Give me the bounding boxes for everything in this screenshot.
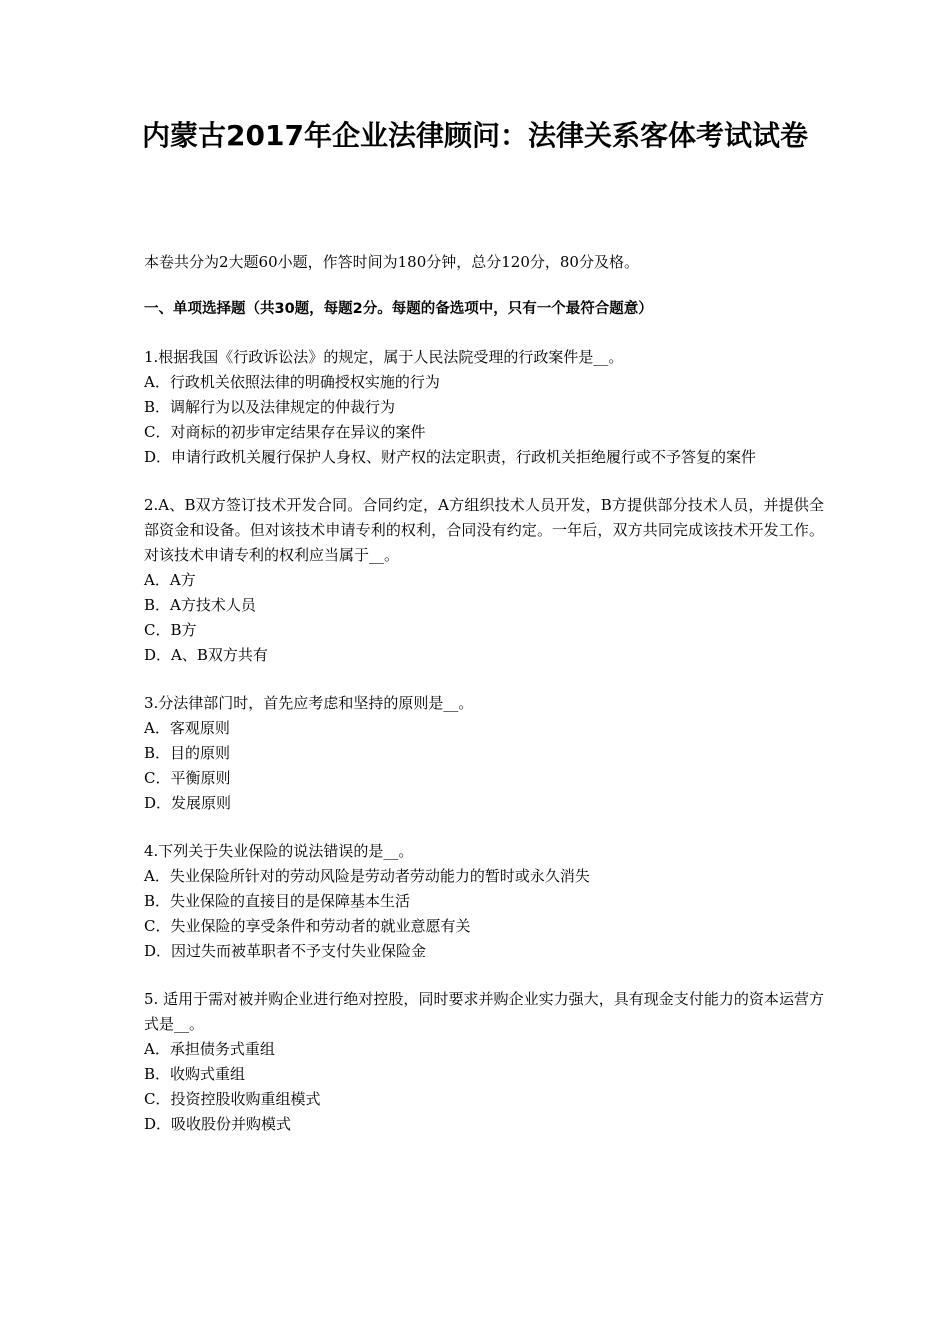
exam-intro: 本卷共分为2大题60小题，作答时间为180分钟，总分120分，80分及格。 (144, 253, 639, 271)
option-a: A．A方 (144, 571, 196, 589)
question-stem: 2.A、B双方签订技术开发合同。合同约定，A方组织技术人员开发，B方提供部分技术人员，并提供全部资金和设备。但对该技术申请专利的权利，合同没有约定。一年后，双方共同完成该技术开发工作。对该技术申请专利的权利应当属于__。 (144, 496, 824, 564)
question-1 (144, 345, 824, 470)
document-body (144, 250, 824, 1160)
section-heading: 一、单项选择题（共30题，每题2分。每题的备选项中，只有一个最符合题意） (144, 301, 653, 317)
option-c: C．对商标的初步审定结果存在异议的案件 (144, 423, 426, 441)
option-b: B．调解行为以及法律规定的仲裁行为 (144, 398, 396, 416)
option-c: C．平衡原则 (144, 769, 231, 787)
question-3 (144, 691, 824, 816)
option-a: A．行政机关依照法律的明确授权实施的行为 (144, 373, 440, 391)
option-b: B．收购式重组 (144, 1065, 246, 1083)
option-d: D．申请行政机关履行保护人身权、财产权的法定职责，行政机关拒绝履行或不予答复的案件 (144, 448, 757, 466)
option-b: B．目的原则 (144, 744, 231, 762)
option-c: C．失业保险的享受条件和劳动者的就业意愿有关 (144, 917, 471, 935)
question-stem: 1.根据我国《行政诉讼法》的规定，属于人民法院受理的行政案件是__。 (144, 348, 624, 366)
option-a: A．客观原则 (144, 719, 230, 737)
question-stem: 5. 适用于需对被并购企业进行绝对控股，同时要求并购企业实力强大，具有现金支付能力的资本运营方式是__。 (144, 990, 824, 1033)
option-b: B．A方技术人员 (144, 596, 256, 614)
question-5 (144, 987, 824, 1137)
option-b: B．失业保险的直接目的是保障基本生活 (144, 892, 411, 910)
option-d: D．因过失而被革职者不予支付失业保险金 (144, 942, 427, 960)
option-d: D．A、B双方共有 (144, 646, 268, 664)
option-d: D．发展原则 (144, 794, 232, 812)
option-d: D．吸收股份并购模式 (144, 1115, 292, 1133)
option-c: C．B方 (144, 621, 197, 639)
option-c: C．投资控股收购重组模式 (144, 1090, 321, 1108)
option-a: A．承担债务式重组 (144, 1040, 275, 1058)
option-a: A．失业保险所针对的劳动风险是劳动者劳动能力的暂时或永久消失 (144, 867, 590, 885)
question-2 (144, 493, 824, 668)
question-stem: 4.下列关于失业保险的说法错误的是__。 (144, 842, 414, 860)
question-4 (144, 839, 824, 964)
document-title: 内蒙古2017年企业法律顾问：法律关系客体考试试卷 (142, 119, 808, 152)
question-stem: 3.分法律部门时，首先应考虑和坚持的原则是__。 (144, 694, 474, 712)
